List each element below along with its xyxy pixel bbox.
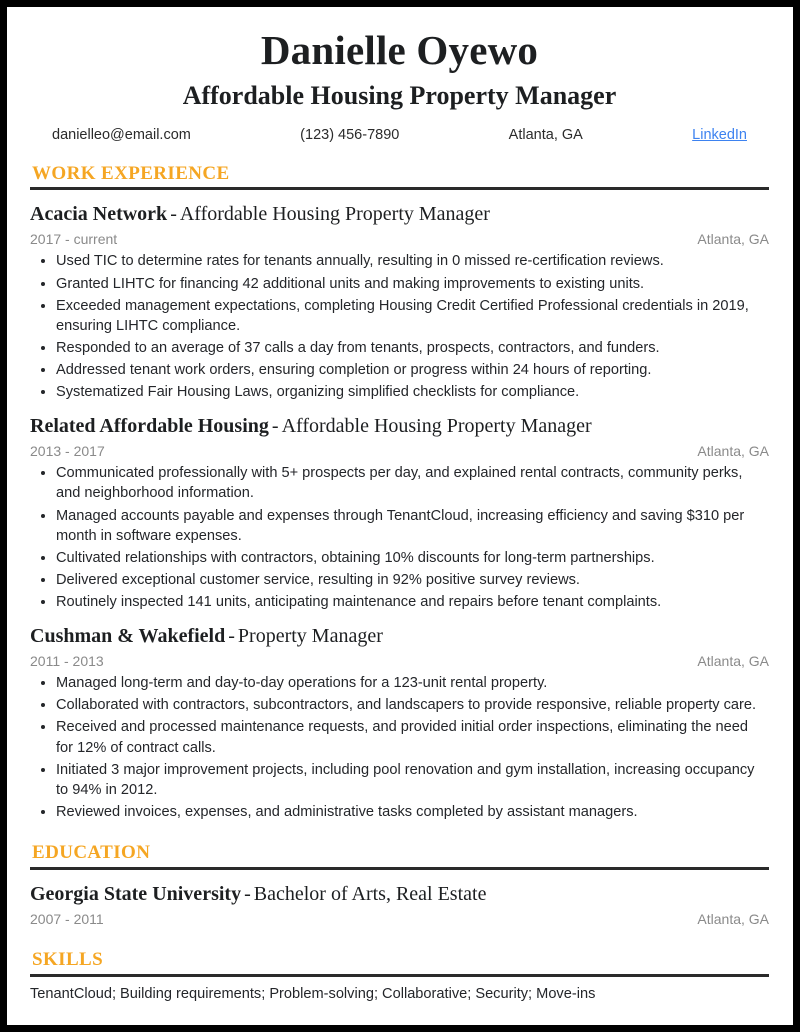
education-entry xyxy=(30,882,769,927)
entry-location: Atlanta, GA xyxy=(697,910,769,927)
bullet-item: Reviewed invoices, expenses, and administrative tasks completed by assistant managers. xyxy=(30,802,769,822)
entry-dates: 2011 - 2013 xyxy=(30,653,104,670)
section-divider xyxy=(30,974,769,977)
entry-dates: 2013 - 2017 xyxy=(30,443,105,460)
entry-organization: Cushman & Wakefield xyxy=(30,625,226,648)
entry-separator: - xyxy=(170,203,177,226)
contact-linkedin-link[interactable]: LinkedIn xyxy=(692,126,747,143)
entry-separator: - xyxy=(271,415,279,438)
bullet-item: Addressed tenant work orders, ensuring completion or progress within 24 hours of reporting. xyxy=(30,360,769,380)
bullet-item: Routinely inspected 141 units, anticipating maintenance and repairs before tenant complaints. xyxy=(30,592,769,612)
bullet-item: Used TIC to determine rates for tenants annually, resulting in 0 missed re-certification reviews. xyxy=(30,251,769,271)
entry-heading xyxy=(30,882,769,907)
bullet-item: Communicated professionally with 5+ prospects per day, and explained rental contracts, community perks, and neighborhood information. xyxy=(30,463,769,503)
bullet-item: Received and processed maintenance requests, and provided initial order inspections, eliminating the need for 12% of contract calls. xyxy=(30,717,769,757)
contact-row xyxy=(52,127,747,143)
entry-location: Atlanta, GA xyxy=(697,653,769,670)
section-divider xyxy=(30,187,769,190)
candidate-headline: Affordable Housing Property Manager xyxy=(182,81,617,111)
entry-meta xyxy=(30,443,769,459)
entry-role: Affordable Housing Property Manager xyxy=(179,203,490,226)
work-entry xyxy=(30,624,769,822)
entry-heading xyxy=(30,624,769,649)
bullet-item: Collaborated with contractors, subcontractors, and landscapers to provide responsive, reliable property care. xyxy=(30,695,769,715)
entry-heading xyxy=(30,202,769,227)
skills-list: TenantCloud; Building requirements; Problem-solving; Collaborative; Security; Move-ins xyxy=(30,985,596,1002)
entry-separator: - xyxy=(228,625,235,648)
candidate-name: Danielle Oyewo xyxy=(260,27,539,73)
contact-location: Atlanta, GA xyxy=(508,126,583,143)
entry-location: Atlanta, GA xyxy=(697,231,769,248)
bullet-item: Responded to an average of 37 calls a day from tenants, prospects, contractors, and funders. xyxy=(30,338,769,358)
entry-heading xyxy=(30,414,769,439)
entry-role: Property Manager xyxy=(237,625,383,648)
section-title-work-experience: WORK EXPERIENCE xyxy=(32,162,230,184)
bullet-item: Managed accounts payable and expenses through TenantCloud, increasing efficiency and saving $310 per month in software expenses. xyxy=(30,506,769,546)
bullet-item: Cultivated relationships with contractors, obtaining 10% discounts for long-term partnerships. xyxy=(30,548,769,568)
entry-bullets xyxy=(30,251,769,402)
entry-location: Atlanta, GA xyxy=(697,443,769,460)
entry-bullets xyxy=(30,463,769,612)
resume-header xyxy=(30,29,769,143)
section-divider xyxy=(30,867,769,870)
bullet-item: Managed long-term and day-to-day operations for a 123-unit rental property. xyxy=(30,673,769,693)
work-entry xyxy=(30,414,769,612)
entry-meta xyxy=(30,911,769,927)
section-education xyxy=(30,842,769,929)
entry-organization: Acacia Network xyxy=(30,203,168,226)
contact-email[interactable]: danielleo@email.com xyxy=(52,126,191,143)
entry-organization: Related Affordable Housing xyxy=(30,415,269,438)
entry-dates: 2007 - 2011 xyxy=(30,910,104,927)
entry-organization: Georgia State University xyxy=(30,882,242,905)
section-title-education: EDUCATION xyxy=(32,842,151,864)
section-title-skills: SKILLS xyxy=(32,948,104,970)
work-entry xyxy=(30,202,769,402)
bullet-item: Granted LIHTC for financing 42 additional units and making improvements to existing units. xyxy=(30,274,769,294)
entry-meta xyxy=(30,231,769,247)
bullet-item: Exceeded management expectations, completing Housing Credit Certified Professional credentials in 2019, ensuring LIHTC compliance. xyxy=(30,296,769,336)
bullet-item: Initiated 3 major improvement projects, including pool renovation and gym installation, increasing occupancy to 94% in 2012. xyxy=(30,760,769,800)
contact-phone[interactable]: (123) 456-7890 xyxy=(300,126,400,143)
entry-dates: 2017 - current xyxy=(30,231,118,248)
section-skills xyxy=(30,949,769,1004)
entry-separator: - xyxy=(244,882,251,905)
bullet-item: Systematized Fair Housing Laws, organizing simplified checklists for compliance. xyxy=(30,382,769,402)
entry-role: Affordable Housing Property Manager xyxy=(281,415,592,438)
entry-meta xyxy=(30,653,769,669)
entry-degree: Bachelor of Arts, Real Estate xyxy=(253,882,487,905)
bullet-item: Delivered exceptional customer service, resulting in 92% positive survey reviews. xyxy=(30,570,769,590)
section-work-experience xyxy=(30,163,769,822)
resume-page xyxy=(7,7,793,1025)
entry-bullets xyxy=(30,673,769,822)
